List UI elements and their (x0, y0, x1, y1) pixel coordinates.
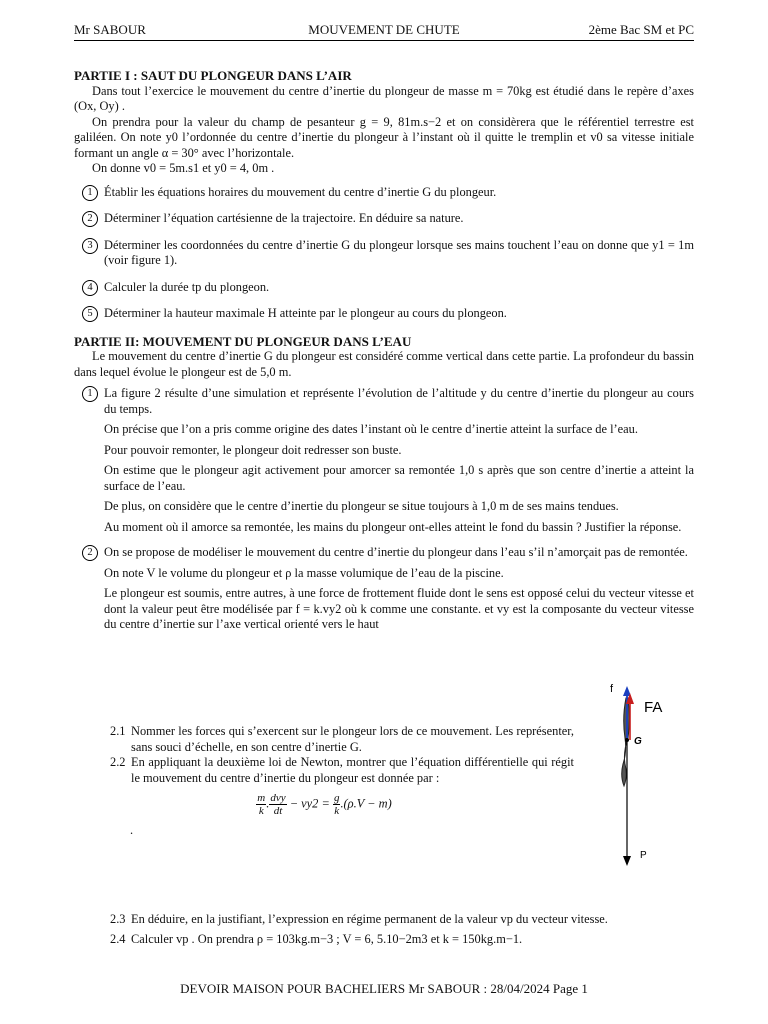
question-text: Déterminer l’équation cartésienne de la trajectoire. En déduire sa nature. (104, 211, 464, 225)
question-paragraph: De plus, on considère que le centre d’inertie du plongeur se situe toujours à 1,0 m de ses mains tendues. (104, 499, 619, 513)
question-text: Déterminer la hauteur maximale H atteinte par le plongeur au cours du plongeon. (104, 306, 507, 320)
eq-tail: .(ρ.V − m) (340, 796, 392, 811)
subquestion-number: 2.2 (110, 755, 126, 769)
forces-figure (600, 680, 690, 870)
header-title: MOUVEMENT DE CHUTE (308, 22, 460, 37)
subquestion-text: Calculer vp . On prendra ρ = 103kg.m−3 ; V = 6, 5.10−2m3 et k = 150kg.m−1. (131, 931, 523, 946)
question-paragraph: On estime que le plongeur agit activement pour amorcer sa remontée 1,0 s après que son centre d’inertie a atteint la surface de l’eau. (104, 463, 694, 493)
part1-intro-2: On prendra pour la valeur du champ de pesanteur g = 9, 81m.s−2 et on considèrera que le référentiel terrestre est galiléen. On note y0 l’ordonnée du centre d’inertie du plongeur à l’instant où il quitte le tremplin et v0 sa vitesse initiale formant un angle α = 30° avec l’horizontale. (74, 114, 694, 160)
question-number: 4 (82, 280, 98, 296)
document-body (74, 68, 694, 633)
question-text: Calculer la durée tp du plongeon. (104, 279, 270, 294)
question-number: 1 (82, 386, 98, 402)
eq-middle: − vy2 = (289, 796, 330, 811)
label-G: G (634, 736, 642, 747)
question-number: 2 (82, 545, 98, 561)
subquestion-text: En déduire, en la justifiant, l’expression en régime permanent de la valeur vp du vecteur vitesse. (131, 912, 608, 926)
question-text: Déterminer les coordonnées du centre d’inertie G du plongeur lorsque ses mains touchent l’eau on donne que y1 = 1m (voir figure 1). (104, 237, 694, 267)
eq-fraction-m-k: $\frac{m}{k}$ (257, 792, 266, 817)
subquestion-number: 2.3 (110, 912, 126, 926)
part1-intro-3: On donne v0 = 5m.s1 et y0 = 4, 0m . (92, 161, 275, 175)
subquestions-block-1 (74, 724, 574, 839)
subquestion-number: 2.4 (110, 931, 126, 946)
subquestions-block-2 (74, 912, 694, 947)
part1-question-4 (74, 280, 694, 296)
question-number: 3 (82, 238, 98, 254)
part2-question-2 (74, 545, 694, 633)
part1-question-1 (74, 185, 694, 201)
page-footer: DEVOIR MAISON POUR BACHELIERS Mr SABOUR : 28/04/2024 Page 1 (180, 981, 588, 996)
part2-intro: Le mouvement du centre d’inertie G du plongeur est considéré comme vertical dans cette partie. La profondeur du bassin dans lequel évolue le plongeur est de 5,0 m. (74, 349, 694, 379)
subquestion-2-4 (74, 932, 694, 948)
question-number: 2 (82, 211, 98, 227)
center-of-mass-point (625, 738, 629, 742)
subquestion-2-1 (74, 724, 574, 755)
diver-silhouette (622, 698, 630, 786)
label-FA: FA (644, 699, 663, 716)
subquestion-2-2 (74, 755, 574, 786)
label-P: P (640, 850, 647, 861)
part1-intro-1: Dans tout l’exercice le mouvement du centre d’inertie du plongeur de masse m = 70kg est étudié dans le repère d’axes (Ox, Oy) . (74, 83, 694, 113)
question-number: 5 (82, 306, 98, 322)
question-text: Établir les équations horaires du mouvement du centre d’inertie G du plongeur. (104, 184, 497, 199)
part2-title: PARTIE II: MOUVEMENT DU PLONGEUR DANS L’EAU (74, 333, 412, 349)
question-paragraph: Au moment où il amorce sa remontée, les mains du plongeur ont-elles atteint le fond du bassin ? Justifier la réponse. (104, 519, 682, 534)
subquestion-text: Nommer les forces qui s’exercent sur le plongeur lors de ce mouvement. Les représenter, sans souci d’échelle, en son centre d’inertie G. (131, 724, 574, 754)
question-paragraph: La figure 2 résulte d’une simulation et représente l’évolution de l’altitude y du centre d’inertie du plongeur au cours du temps. (104, 386, 694, 416)
question-number: 1 (82, 185, 98, 201)
part1-question-5 (74, 306, 694, 322)
page-header (74, 22, 694, 41)
weight-arrowhead (623, 856, 631, 866)
question-paragraph: Le plongeur est soumis, entre autres, à une force de frottement fluide dont le sens est opposé celui du vecteur vitesse et dont la valeur peut être modélisée par f = k.vy2 où k comme une constante. et vy est la composante du vecteur vitesse du centre d’inertie sur l’axe vertical orienté vers le haut (104, 586, 694, 631)
header-author: Mr SABOUR (74, 22, 146, 37)
question-paragraph: Pour pouvoir remonter, le plongeur doit redresser son buste. (104, 442, 402, 457)
subquestion-2-3 (74, 912, 694, 928)
label-f: f (610, 683, 614, 695)
part1-question-2 (74, 211, 694, 227)
question-paragraph: On précise que l’on a pris comme origine des dates l’instant où le centre d’inertie atteint la surface de l’eau. (104, 422, 638, 436)
forces-diagram (600, 680, 690, 870)
header-class: 2ème Bac SM et PC (588, 22, 694, 37)
eq-fraction-dv-dt: $\frac{\text{dvy}}{dt}$ (270, 792, 286, 817)
subquestion-text: En appliquant la deuxième loi de Newton, montrer que l’équation différentielle qui régit le mouvement du centre d’inertie du plongeur est donnée par : (131, 755, 574, 785)
eq-fraction-g-k: $\frac{g}{k}$ (333, 792, 340, 817)
question-paragraph: On note V le volume du plongeur et ρ la masse volumique de l’eau de la piscine. (104, 565, 504, 580)
subquestion-number: 2.1 (110, 724, 126, 738)
part1-title: PARTIE I : SAUT DU PLONGEUR DANS L’AIR (74, 68, 352, 83)
part1-question-3 (74, 238, 694, 269)
differential-equation: $\frac{m}{k}$ . $\frac{\text{dvy}}{dt}$ − vy2 = $\frac{g}{k}$ .(ρ.V − m) (257, 792, 392, 817)
part2-question-1 (74, 386, 694, 535)
stray-dot: . (130, 823, 134, 837)
question-paragraph: On se propose de modéliser le mouvement du centre d’inertie du plongeur dans l’eau s’il n’amorçait pas de remontée. (104, 545, 688, 559)
